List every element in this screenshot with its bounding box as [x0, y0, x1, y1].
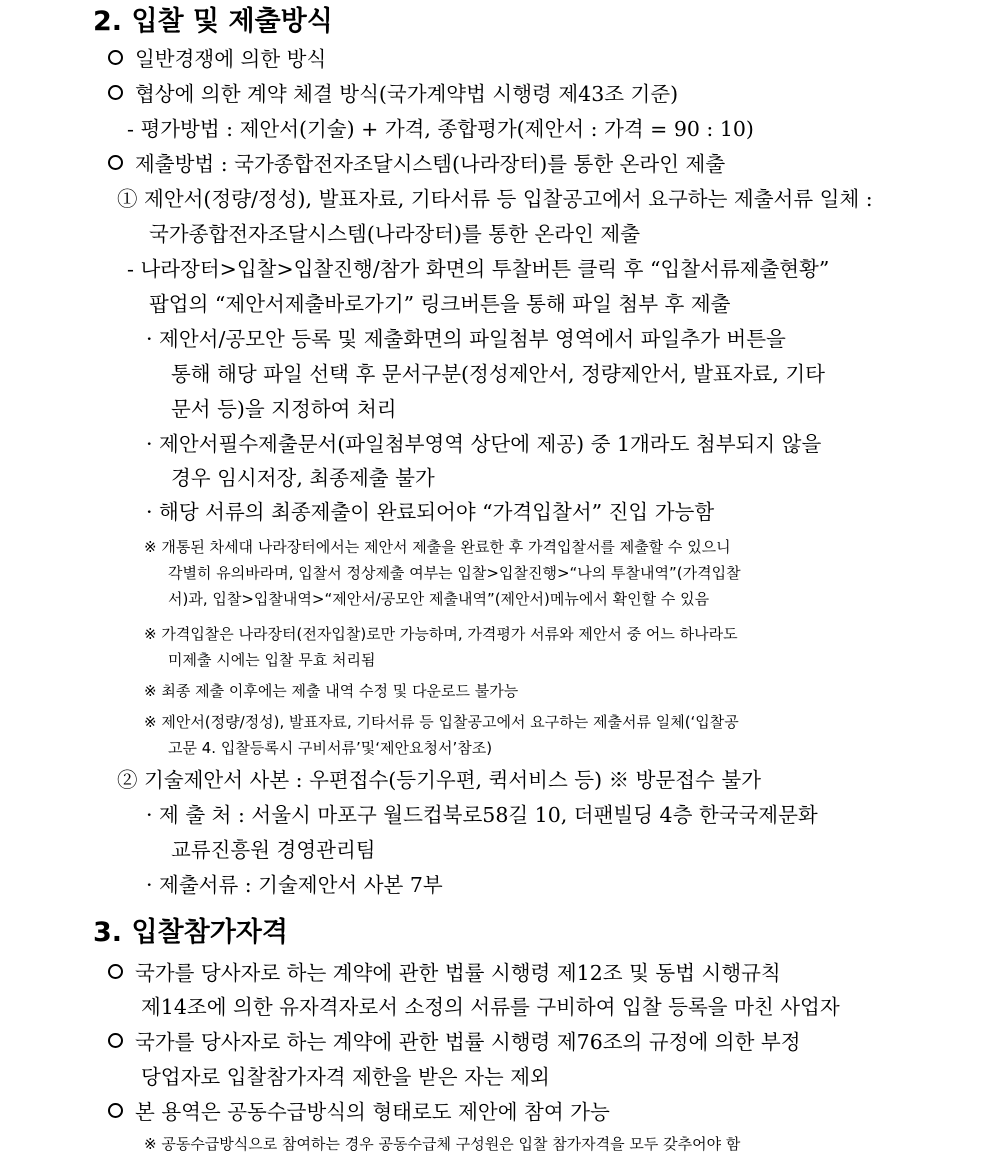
note-line: 미제출 시에는 입찰 무효 처리됨	[168, 651, 376, 669]
circle-bullet-icon	[108, 1033, 123, 1048]
circle-bullet-icon	[108, 50, 123, 65]
circle-bullet-icon	[108, 155, 123, 170]
note-line: ※ 제안서(정량/정성), 발표자료, 기타서류 등 입찰공고에서 요구하는 제출서류 일체(‘입찰공	[144, 713, 739, 731]
text-line: ② 기술제안서 사본 : 우편접수(등기우편, 퀵서비스 등) ※ 방문접수 불가	[117, 768, 761, 792]
circle-bullet-icon	[108, 964, 123, 979]
bullet-item	[108, 958, 781, 988]
note-line: ※ 최종 제출 이후에는 제출 내역 수정 및 다운로드 불가능	[144, 682, 519, 700]
text-line: · 해당 서류의 최종제출이 완료되어야 “가격입찰서” 진입 가능함	[146, 500, 715, 524]
section-3-heading: 3. 입찰참가자격	[93, 917, 288, 948]
section-2-heading: 2. 입찰 및 제출방식	[93, 6, 333, 37]
bullet-item	[108, 1027, 801, 1057]
text-line: · 제 출 처 : 서울시 마포구 월드컵북로58길 10, 더팬빌딩 4층 한국국제문화	[146, 803, 818, 827]
text-line: 팝업의 “제안서제출바로가기” 링크버튼을 통해 파일 첨부 후 제출	[149, 292, 731, 316]
text-line: · 제출서류 : 기술제안서 사본 7부	[146, 873, 443, 897]
circle-bullet-icon	[108, 1103, 123, 1118]
bullet-item	[108, 1097, 610, 1127]
text-line: 당업자로 입찰참가자격 제한을 받은 자는 제외	[141, 1065, 550, 1089]
circle-bullet-icon	[108, 85, 123, 100]
text-line: 일반경쟁에 의한 방식	[135, 47, 327, 71]
text-line: 제14조에 의한 유자격자로서 소정의 서류를 구비하여 입찰 등록을 마친 사업자	[141, 995, 840, 1019]
text-line: 국가종합전자조달시스템(나라장터)를 통한 온라인 제출	[149, 222, 641, 246]
text-line: - 평가방법 : 제안서(기술) + 가격, 종합평가(제안서 : 가격 = 90 : 10)	[127, 117, 754, 141]
text-line: · 제안서/공모안 등록 및 제출화면의 파일첨부 영역에서 파일추가 버튼을	[146, 327, 786, 351]
text-line: 경우 임시저장, 최종제출 불가	[171, 466, 435, 490]
text-line: 문서 등)을 지정하여 처리	[171, 397, 397, 421]
text-line: - 나라장터>입찰>입찰진행/참가 화면의 투찰버튼 클릭 후 “입찰서류제출현황”	[127, 257, 830, 281]
bullet-item	[108, 44, 326, 74]
note-line: 각별히 유의바라며, 입찰서 정상제출 여부는 입찰>입찰진행>“나의 투찰내역”(가격입찰	[168, 564, 741, 582]
note-line: ※ 공동수급방식으로 참여하는 경우 공동수급체 구성원은 입찰 참가자격을 모두 갖추어야 함	[144, 1135, 741, 1153]
text-line: 국가를 당사자로 하는 계약에 관한 법률 시행령 제76조의 규정에 의한 부정	[135, 1030, 801, 1054]
note-line: ※ 개통된 차세대 나라장터에서는 제안서 제출을 완료한 후 가격입찰서를 제출할 수 있으니	[144, 538, 731, 556]
text-line: 통해 해당 파일 선택 후 문서구분(정성제안서, 정량제안서, 발표자료, 기타	[171, 362, 825, 386]
text-line: 교류진흥원 경영관리팀	[171, 838, 376, 862]
bullet-item	[108, 149, 725, 179]
note-line: 고문 4. 입찰등록시 구비서류’및‘제안요청서’참조)	[168, 739, 493, 757]
text-line: ① 제안서(정량/정성), 발표자료, 기타서류 등 입찰공고에서 요구하는 제출서류 일체 :	[117, 187, 873, 211]
text-line: 제출방법 : 국가종합전자조달시스템(나라장터)를 통한 온라인 제출	[135, 152, 726, 176]
text-line: 국가를 당사자로 하는 계약에 관한 법률 시행령 제12조 및 동법 시행규칙	[135, 961, 781, 985]
bullet-item	[108, 79, 678, 109]
note-line: 서)과, 입찰>입찰내역>“제안서/공모안 제출내역”(제안서)메뉴에서 확인할 수 있음	[168, 590, 710, 608]
text-line: 본 용역은 공동수급방식의 형태로도 제안에 참여 가능	[135, 1100, 610, 1124]
text-line: · 제안서필수제출문서(파일첨부영역 상단에 제공) 중 1개라도 첨부되지 않을	[146, 432, 822, 456]
note-line: ※ 가격입찰은 나라장터(전자입찰)로만 가능하며, 가격평가 서류와 제안서 중 어느 하나라도	[144, 625, 738, 643]
text-line: 협상에 의한 계약 체결 방식(국가계약법 시행령 제43조 기준)	[135, 82, 679, 106]
